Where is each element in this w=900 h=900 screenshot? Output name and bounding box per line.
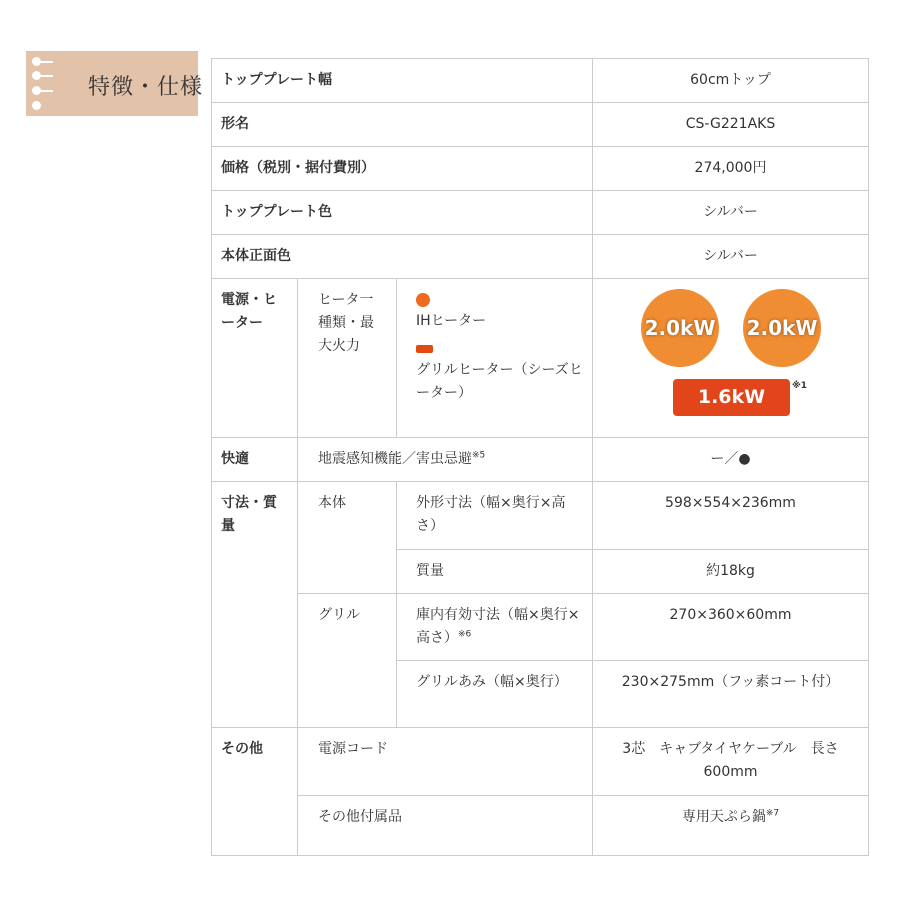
row-label: 形名	[212, 103, 593, 147]
ih-heater-icon	[416, 293, 430, 307]
table-row	[212, 279, 869, 438]
row-value: 60cmトップ	[593, 59, 869, 103]
row-label: 本体正面色	[212, 235, 593, 279]
comfort-features-label: 地震感知機能／害虫忌避	[318, 451, 472, 467]
grill-heater-badge: 1.6kW	[673, 379, 790, 416]
binder-line-icon	[41, 61, 53, 63]
row-label: トッププレート色	[212, 191, 593, 235]
table-row	[212, 796, 869, 856]
outer-dimension-value: 598×554×236mm	[593, 482, 869, 550]
heater-types	[397, 279, 593, 438]
outer-dimension-label: 外形寸法（幅×奥行×高さ）	[397, 482, 593, 550]
table-row	[212, 482, 869, 550]
power-cord-value: 3芯 キャブタイヤケーブル 長さ600mm	[593, 728, 869, 796]
body-label: 本体	[298, 482, 397, 594]
row-label: 価格（税別・据付費別）	[212, 147, 593, 191]
heater-layout-graphic	[593, 279, 868, 424]
spec-table	[211, 58, 869, 856]
accessories-label: その他付属品	[298, 796, 593, 856]
row-label: 快適	[212, 438, 298, 482]
accessories-value-cell	[593, 796, 869, 856]
section-title: 特徴・仕様	[88, 75, 204, 100]
binder-line-icon	[41, 90, 53, 92]
table-row	[212, 594, 869, 661]
table-row	[212, 191, 869, 235]
power-cord-label: 電源コード	[298, 728, 593, 796]
mass-label: 質量	[397, 550, 593, 594]
row-value: シルバー	[593, 191, 869, 235]
footnote-mark: ※1	[792, 381, 808, 391]
table-row	[212, 728, 869, 796]
row-label: その他	[212, 728, 298, 856]
grill-inner-dimension-value: 270×360×60mm	[593, 594, 869, 661]
table-row	[212, 147, 869, 191]
row-label: トッププレート幅	[212, 59, 593, 103]
ring-icon	[32, 57, 41, 66]
heater-graphic-cell	[593, 279, 869, 438]
row-value: ー／●	[593, 438, 869, 482]
row-value: 274,000円	[593, 147, 869, 191]
table-row	[212, 103, 869, 147]
grill-inner-dimension	[397, 594, 593, 661]
ring-icon	[32, 71, 41, 80]
right-ih-burner: 2.0kW	[743, 289, 821, 367]
row-label: 電源・ヒーター	[212, 279, 298, 438]
grill-net-label: グリルあみ（幅×奥行）	[397, 661, 593, 728]
accessories-value: 専用天ぷら鍋	[681, 809, 766, 825]
mass-value: 約18kg	[593, 550, 869, 594]
grill-label: グリル	[298, 594, 397, 728]
table-row	[212, 235, 869, 279]
grill-net-value: 230×275mm（フッ素コート付）	[593, 661, 869, 728]
heater-sub-label: ヒータ一種類・最大火力	[298, 279, 397, 438]
row-label: 寸法・質量	[212, 482, 298, 728]
ring-icon	[32, 86, 41, 95]
footnote-mark: ※7	[765, 808, 780, 819]
table-row	[212, 59, 869, 103]
ih-heater-label: IHヒーター	[416, 313, 487, 329]
footnote-mark: ※5	[472, 450, 486, 461]
footnote-mark: ※6	[458, 629, 472, 640]
row-value: シルバー	[593, 235, 869, 279]
binder-line-icon	[41, 75, 53, 77]
section-title-tag	[26, 51, 204, 116]
table-row	[212, 438, 869, 482]
grill-inner-dimension-label: 庫内有効寸法（幅×奥行×高さ）	[416, 607, 580, 646]
grill-heater-label: グリルヒーター（シーズヒーター）	[416, 362, 583, 401]
ring-icon	[32, 101, 41, 110]
comfort-features	[298, 438, 593, 482]
row-value: CS-G221AKS	[593, 103, 869, 147]
grill-heater-icon	[416, 345, 433, 353]
left-ih-burner: 2.0kW	[641, 289, 719, 367]
